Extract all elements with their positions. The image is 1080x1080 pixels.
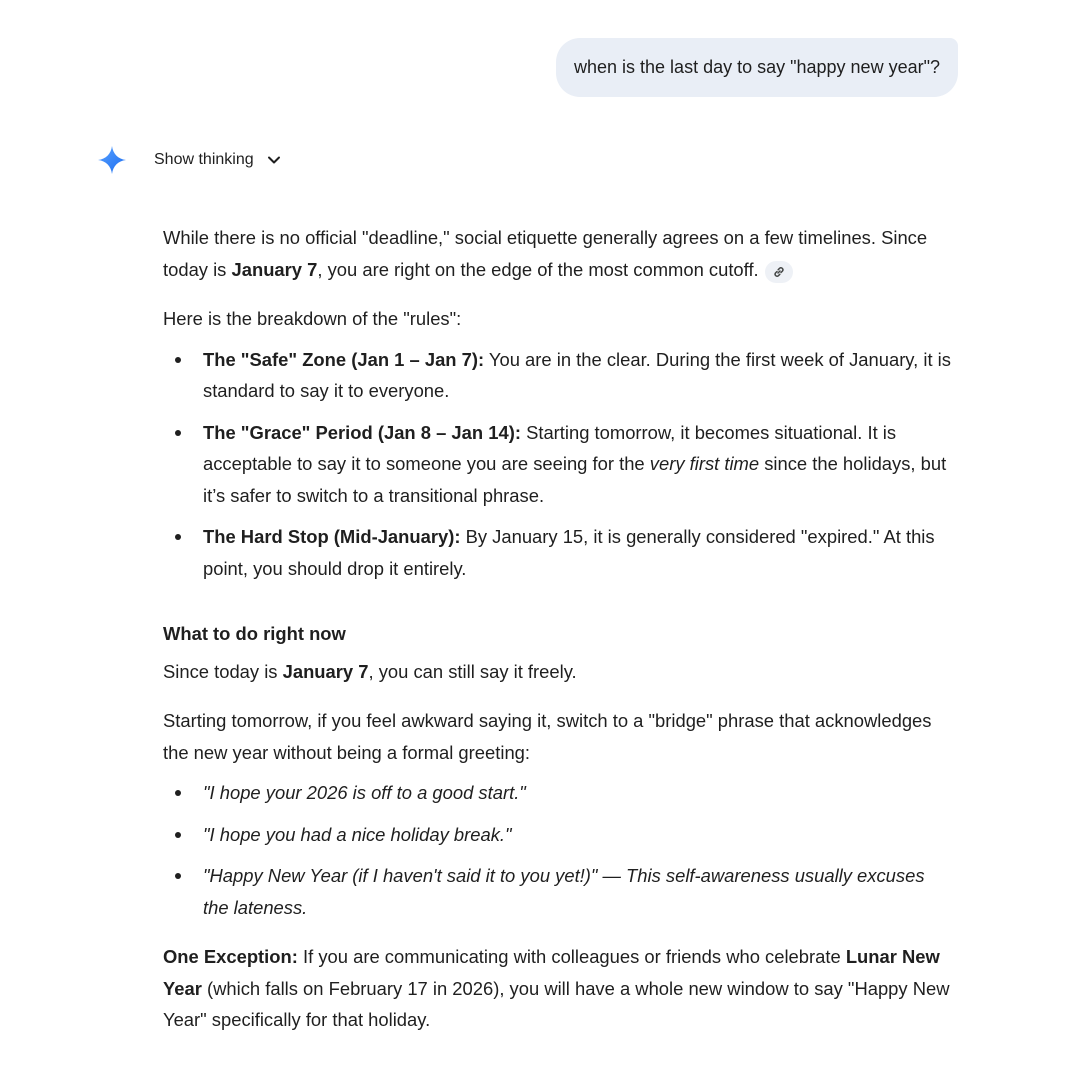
list-item: "I hope you had a nice holiday break." [163, 819, 953, 851]
bridge-intro: Starting tomorrow, if you feel awkward saying it, switch to a "bridge" phrase that acknowledges the new year without being a formal greeting: [163, 710, 932, 763]
show-thinking-row[interactable] [98, 146, 282, 174]
list-item [163, 521, 953, 584]
section-heading: What to do right now [163, 623, 346, 644]
now-paragraph [163, 656, 953, 688]
rule-title: The Hard Stop (Mid-January): [203, 526, 461, 547]
intro-paragraph [163, 222, 953, 285]
rule-title: The "Safe" Zone (Jan 1 – Jan 7): [203, 348, 485, 370]
intro-date: January 7 [231, 258, 318, 280]
rules-list [163, 344, 953, 585]
show-thinking-label[interactable]: Show thinking [154, 151, 254, 168]
rule-text-end: since the holidays, but it’s safer to switch to a transitional phrase. [203, 453, 947, 506]
list-item: "I hope your 2026 is off to a good start." [163, 777, 953, 809]
exception-text-end: (which falls on February 17 in 2026), you will have a whole new window to say "Happy New Year" specifically for that holiday. [163, 977, 950, 1030]
response-body [163, 222, 953, 1036]
link-icon [772, 265, 786, 279]
rule-title: The "Grace" Period (Jan 8 – Jan 14): [203, 421, 521, 443]
exception-text: If you are communicating with colleagues or friends who celebrate [297, 946, 846, 967]
gemini-spark-icon [98, 146, 126, 174]
rule-text: Starting tomorrow, it becomes situational. It is acceptable to say it to someone you are seeing for the [203, 421, 897, 474]
intro-text-end: , you are right on the edge of the most common cutoff. [317, 258, 759, 280]
exception-label: One Exception: [163, 946, 298, 967]
breakdown-intro: Here is the breakdown of the "rules": [163, 308, 462, 329]
phrases-list [163, 777, 953, 923]
now-text: Since today is [163, 660, 283, 682]
list-item [163, 417, 953, 512]
list-item [163, 344, 953, 407]
rule-text: You are in the clear. During the first week of January, it is standard to say it to everyone. [203, 348, 951, 401]
now-date: January 7 [282, 660, 369, 682]
exception-holiday: Lunar New Year [163, 946, 940, 999]
user-message-text: when is the last day to say "happy new year"? [574, 57, 940, 77]
rule-text: By January 15, it is generally considered "expired." At this point, you should drop it entirely. [203, 526, 935, 579]
now-text-end: , you can still say it freely. [368, 660, 577, 682]
source-link-chip[interactable] [765, 261, 793, 283]
rule-emphasis: very first time [649, 453, 760, 474]
exception-paragraph [163, 941, 953, 1036]
intro-text: While there is no official "deadline," social etiquette generally agrees on a few timelines. Since today is [163, 227, 928, 280]
user-message-bubble [556, 38, 958, 97]
chevron-down-icon[interactable] [266, 152, 282, 168]
list-item: "Happy New Year (if I haven't said it to you yet!)" — This self-awareness usually excuses the lateness. [163, 860, 953, 923]
